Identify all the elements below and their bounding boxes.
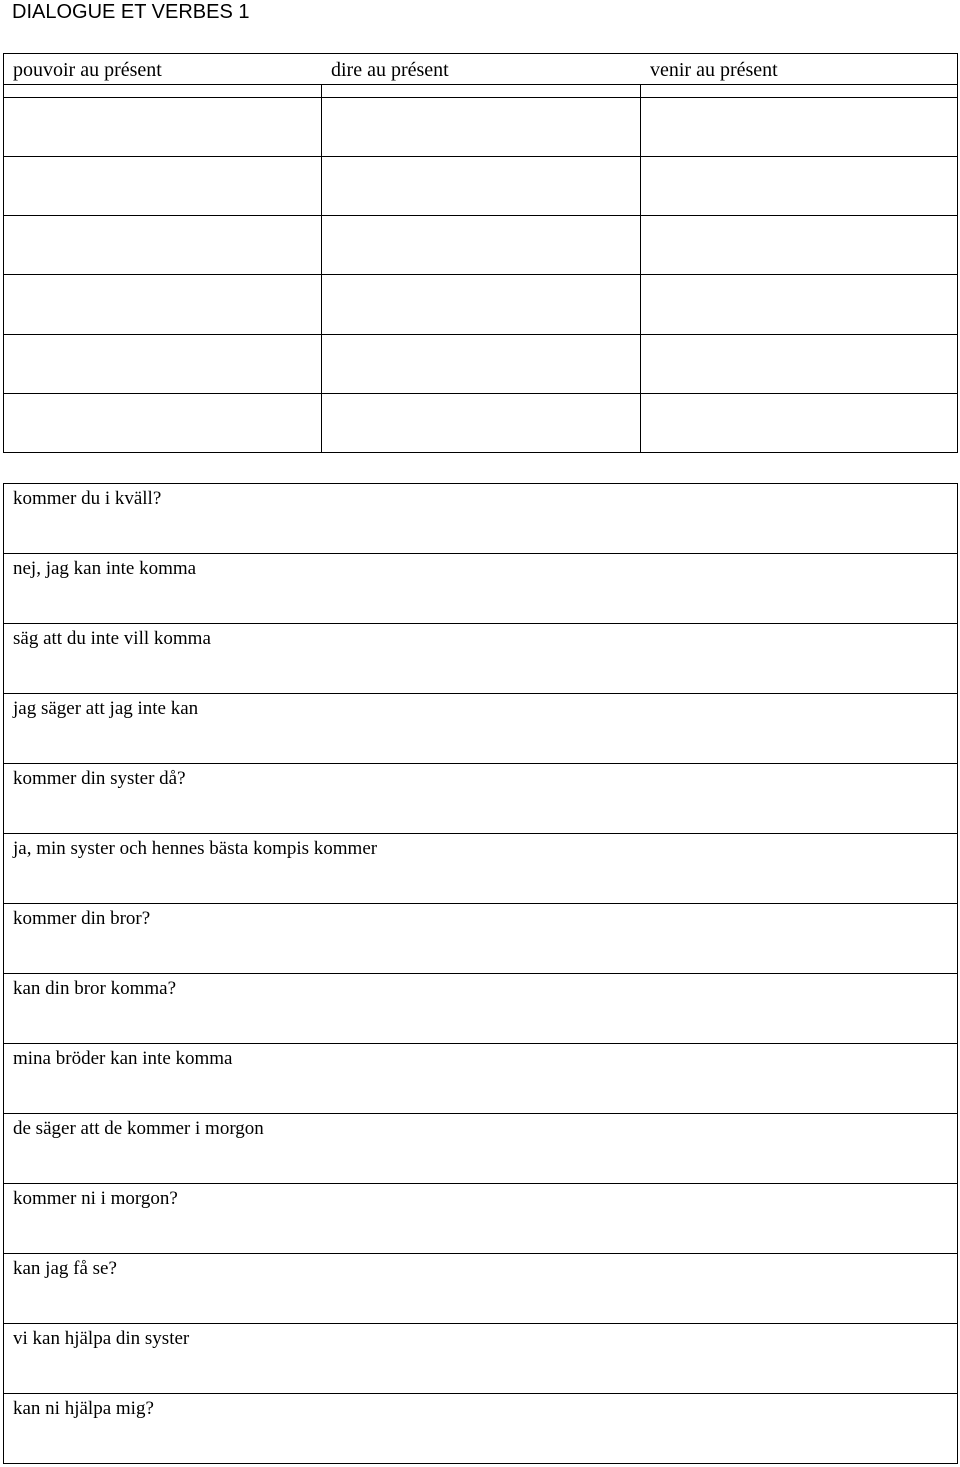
dialogue-line: jag säger att jag inte kan bbox=[13, 698, 199, 719]
column-divider bbox=[321, 85, 322, 452]
dialogue-line: mina bröder kan inte komma bbox=[13, 1048, 233, 1069]
dialogue-row[interactable] bbox=[4, 1044, 957, 1114]
dialogue-row[interactable] bbox=[4, 974, 957, 1044]
answer-row-line bbox=[4, 274, 957, 275]
dialogue-row[interactable] bbox=[4, 834, 957, 904]
answer-row-line bbox=[4, 393, 957, 394]
header-pouvoir: pouvoir au présent bbox=[13, 59, 162, 81]
dialogue-row[interactable] bbox=[4, 1114, 957, 1184]
column-divider bbox=[321, 84, 322, 97]
dialogue-line: kan din bror komma? bbox=[13, 978, 177, 999]
dialogue-table bbox=[3, 483, 958, 1464]
dialogue-row[interactable] bbox=[4, 1394, 957, 1463]
verb-conjugation-table bbox=[3, 53, 958, 453]
dialogue-row[interactable] bbox=[4, 484, 957, 554]
answer-row-line bbox=[4, 334, 957, 335]
dialogue-line: ja, min syster och hennes bästa kompis kommer bbox=[13, 838, 378, 859]
dialogue-line: kommer din bror? bbox=[13, 908, 151, 929]
dialogue-line: kan ni hjälpa mig? bbox=[13, 1398, 154, 1419]
dialogue-line: vi kan hjälpa din syster bbox=[13, 1328, 190, 1349]
dialogue-line: säg att du inte vill komma bbox=[13, 628, 211, 649]
dialogue-line: kommer din syster då? bbox=[13, 768, 186, 789]
dialogue-line: kommer du i kväll? bbox=[13, 488, 162, 509]
dialogue-row[interactable] bbox=[4, 904, 957, 974]
dialogue-row[interactable] bbox=[4, 554, 957, 624]
column-divider bbox=[640, 85, 641, 452]
verb-table-subheader bbox=[4, 85, 957, 98]
answer-row-line bbox=[4, 215, 957, 216]
header-venir: venir au présent bbox=[650, 59, 778, 81]
header-dire: dire au présent bbox=[331, 59, 449, 81]
verb-table-header bbox=[4, 54, 957, 85]
dialogue-line: nej, jag kan inte komma bbox=[13, 558, 197, 579]
dialogue-row[interactable] bbox=[4, 1324, 957, 1394]
page-title: DIALOGUE ET VERBES 1 bbox=[12, 1, 250, 23]
answer-row-line bbox=[4, 156, 957, 157]
dialogue-row[interactable] bbox=[4, 694, 957, 764]
dialogue-row[interactable] bbox=[4, 1254, 957, 1324]
dialogue-row[interactable] bbox=[4, 764, 957, 834]
dialogue-row[interactable] bbox=[4, 1184, 957, 1254]
dialogue-line: kan jag få se? bbox=[13, 1258, 117, 1279]
dialogue-line: de säger att de kommer i morgon bbox=[13, 1118, 264, 1139]
dialogue-row[interactable] bbox=[4, 624, 957, 694]
dialogue-line: kommer ni i morgon? bbox=[13, 1188, 178, 1209]
